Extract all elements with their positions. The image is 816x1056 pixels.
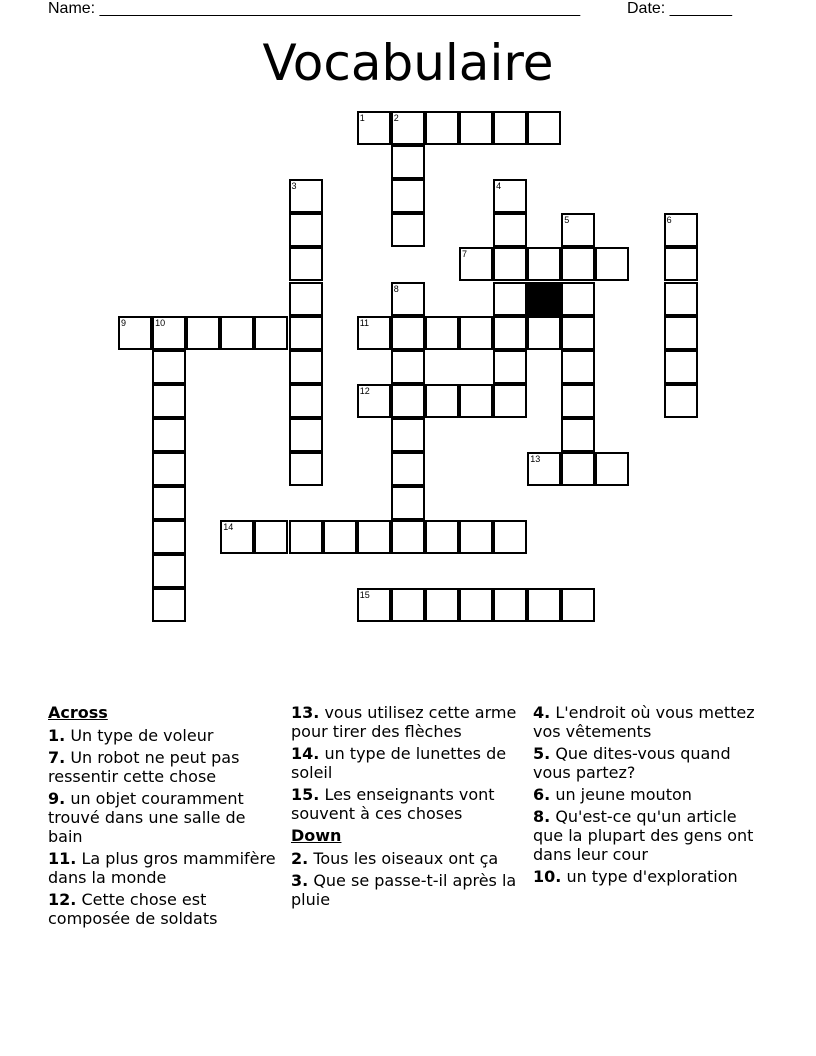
grid-cell[interactable]: [493, 520, 527, 554]
grid-cell[interactable]: [493, 111, 527, 145]
grid-cell[interactable]: [493, 350, 527, 384]
grid-cell[interactable]: [289, 316, 323, 350]
clue-item: [291, 703, 523, 741]
grid-cell[interactable]: [561, 418, 595, 452]
across-heading: Across: [48, 703, 108, 722]
grid-cell[interactable]: [664, 247, 698, 281]
clue-number: 10.: [533, 867, 562, 886]
grid-cell[interactable]: [561, 316, 595, 350]
clue-text: La plus gros mammifère dans la monde: [48, 849, 276, 887]
grid-cell[interactable]: [459, 316, 493, 350]
grid-cell[interactable]: [357, 588, 391, 622]
grid-cell[interactable]: [527, 452, 561, 486]
grid-cell[interactable]: [527, 588, 561, 622]
grid-cell[interactable]: [664, 316, 698, 350]
grid-cell[interactable]: [152, 384, 186, 418]
grid-cell[interactable]: [664, 350, 698, 384]
grid-cell[interactable]: [289, 350, 323, 384]
grid-cell[interactable]: [289, 452, 323, 486]
grid-cell[interactable]: [493, 247, 527, 281]
grid-cell[interactable]: [595, 452, 629, 486]
grid-cell[interactable]: [527, 316, 561, 350]
clue-number: 6.: [533, 785, 551, 804]
grid-cell[interactable]: [561, 588, 595, 622]
clue-item: [533, 703, 765, 741]
grid-cell[interactable]: [391, 350, 425, 384]
page-title: Vocabulaire: [262, 34, 554, 92]
grid-cell[interactable]: [425, 316, 459, 350]
grid-cell[interactable]: [289, 282, 323, 316]
clue-text: Un robot ne peut pas ressentir cette chose: [48, 748, 240, 786]
grid-cell[interactable]: [561, 282, 595, 316]
clue-item: [533, 744, 765, 782]
down-heading: Down: [291, 826, 342, 845]
grid-cell[interactable]: [391, 452, 425, 486]
grid-cell[interactable]: [493, 588, 527, 622]
cell-number: 3: [291, 181, 297, 192]
clue-text: vous utilisez cette arme pour tirer des flèches: [291, 703, 517, 741]
clue-number: 1.: [48, 726, 66, 745]
grid-cell[interactable]: [493, 316, 527, 350]
grid-cell[interactable]: [561, 213, 595, 247]
cell-number: 12: [359, 385, 370, 396]
cell-number: 13: [530, 454, 541, 464]
grid-cell[interactable]: [459, 111, 493, 145]
clues-column-1: [48, 703, 280, 931]
grid-cell[interactable]: [220, 520, 254, 554]
clue-text: Cette chose est composée de soldats: [48, 890, 218, 928]
name-field-label: Name: ______________________________________________________: [48, 0, 581, 17]
grid-cell[interactable]: [391, 588, 425, 622]
grid-cell[interactable]: [425, 520, 459, 554]
clue-item: [48, 748, 280, 786]
grid-cell[interactable]: [289, 213, 323, 247]
cell-number: 9: [121, 317, 127, 328]
grid-cell[interactable]: [391, 316, 425, 350]
clue-number: 8.: [533, 807, 551, 826]
grid-cell[interactable]: [459, 588, 493, 622]
grid-cell[interactable]: [220, 316, 254, 350]
clue-text: L'endroit où vous mettez vos vêtements: [533, 703, 755, 741]
grid-cell[interactable]: [527, 247, 561, 281]
clue-number: 2.: [291, 849, 309, 868]
clue-text: un type d'exploration: [566, 867, 738, 886]
cell-number: 5: [564, 215, 570, 226]
clue-text: Que dites-vous quand vous partez?: [533, 744, 731, 782]
grid-cell[interactable]: [391, 145, 425, 179]
clue-item: [291, 785, 523, 823]
clue-text: un objet couramment trouvé dans une salle de bain: [48, 789, 246, 846]
grid-cell[interactable]: [152, 486, 186, 520]
grid-cell[interactable]: [561, 350, 595, 384]
grid-cell[interactable]: [425, 588, 459, 622]
clue-item: [533, 807, 765, 864]
grid-cell[interactable]: [391, 486, 425, 520]
clue-text: un jeune mouton: [555, 785, 692, 804]
grid-cell[interactable]: [152, 316, 186, 350]
cell-number: 15: [359, 590, 370, 601]
grid-cell[interactable]: [664, 282, 698, 316]
clue-number: 4.: [533, 703, 551, 722]
grid-cell[interactable]: [493, 384, 527, 418]
grid-cell[interactable]: [357, 384, 391, 418]
grid-cell[interactable]: [254, 520, 288, 554]
grid-cell[interactable]: [152, 520, 186, 554]
grid-cell[interactable]: [391, 520, 425, 554]
cell-number: 10: [155, 317, 166, 328]
grid-cell[interactable]: [391, 179, 425, 213]
grid-cell[interactable]: [357, 520, 391, 554]
clue-number: 13.: [291, 703, 320, 722]
grid-cell[interactable]: [118, 316, 152, 350]
grid-cell[interactable]: [391, 111, 425, 145]
clue-number: 12.: [48, 890, 77, 909]
grid-cell[interactable]: [459, 247, 493, 281]
clue-item: [48, 726, 280, 745]
cell-number: 7: [462, 249, 468, 260]
grid-cell[interactable]: [357, 111, 391, 145]
cell-number: 11: [359, 317, 370, 328]
clue-number: 9.: [48, 789, 66, 808]
date-field-label: Date: _______: [627, 0, 732, 17]
grid-cell[interactable]: [254, 316, 288, 350]
cell-number: 1: [359, 113, 365, 123]
grid-cell[interactable]: [357, 316, 391, 350]
grid-cell[interactable]: [152, 588, 186, 622]
grid-cell[interactable]: [493, 179, 527, 213]
clue-item: [533, 867, 765, 886]
grid-cell[interactable]: [289, 520, 323, 554]
grid-cell[interactable]: [664, 384, 698, 418]
grid-cell[interactable]: [152, 452, 186, 486]
grid-cell[interactable]: [323, 520, 357, 554]
clue-text: Qu'est-ce qu'un article que la plupart des gens ont dans leur cour: [533, 807, 754, 864]
grid-cell[interactable]: [561, 247, 595, 281]
grid-cell[interactable]: [425, 384, 459, 418]
grid-cell[interactable]: [459, 384, 493, 418]
clue-item: [533, 785, 765, 804]
cell-number: 14: [223, 522, 234, 533]
clue-item: [48, 789, 280, 846]
clue-item: [291, 871, 523, 909]
black-square: [527, 282, 561, 316]
grid-cell[interactable]: [152, 418, 186, 452]
clues-column-3: [533, 703, 765, 889]
grid-cell[interactable]: [289, 179, 323, 213]
clue-item: [48, 890, 280, 928]
grid-cell[interactable]: [425, 111, 459, 145]
clue-item: [291, 744, 523, 782]
grid-cell[interactable]: [152, 554, 186, 588]
grid-cell[interactable]: [391, 418, 425, 452]
clue-number: 5.: [533, 744, 551, 763]
clue-number: 11.: [48, 849, 77, 868]
grid-cell[interactable]: [561, 384, 595, 418]
grid-cell[interactable]: [289, 247, 323, 281]
clue-text: Un type de voleur: [70, 726, 214, 745]
grid-cell[interactable]: [664, 213, 698, 247]
clue-number: 3.: [291, 871, 309, 890]
grid-cell[interactable]: [289, 418, 323, 452]
grid-cell[interactable]: [527, 111, 561, 145]
clue-item: [291, 849, 523, 868]
clue-text: Les enseignants vont souvent à ces choses: [291, 785, 495, 823]
cell-number: 8: [393, 283, 399, 294]
clue-number: 14.: [291, 744, 320, 763]
clue-text: un type de lunettes de soleil: [291, 744, 507, 782]
cell-number: 6: [666, 215, 672, 226]
grid-cell[interactable]: [152, 350, 186, 384]
clue-number: 15.: [291, 785, 320, 804]
clue-text: Tous les oiseaux ont ça: [313, 849, 499, 868]
cell-number: 4: [496, 181, 502, 192]
grid-cell[interactable]: [289, 384, 323, 418]
grid-cell[interactable]: [459, 520, 493, 554]
clue-number: 7.: [48, 748, 66, 767]
grid-cell[interactable]: [595, 247, 629, 281]
clues-column-2: [291, 703, 523, 912]
grid-cell[interactable]: [391, 282, 425, 316]
clue-text: Que se passe-t-il après la pluie: [291, 871, 517, 909]
grid-cell[interactable]: [186, 316, 220, 350]
grid-cell[interactable]: [391, 213, 425, 247]
grid-cell[interactable]: [391, 384, 425, 418]
grid-cell[interactable]: [493, 282, 527, 316]
clue-item: [48, 849, 280, 887]
grid-cell[interactable]: [561, 452, 595, 486]
cell-number: 2: [393, 113, 399, 123]
grid-cell[interactable]: [493, 213, 527, 247]
